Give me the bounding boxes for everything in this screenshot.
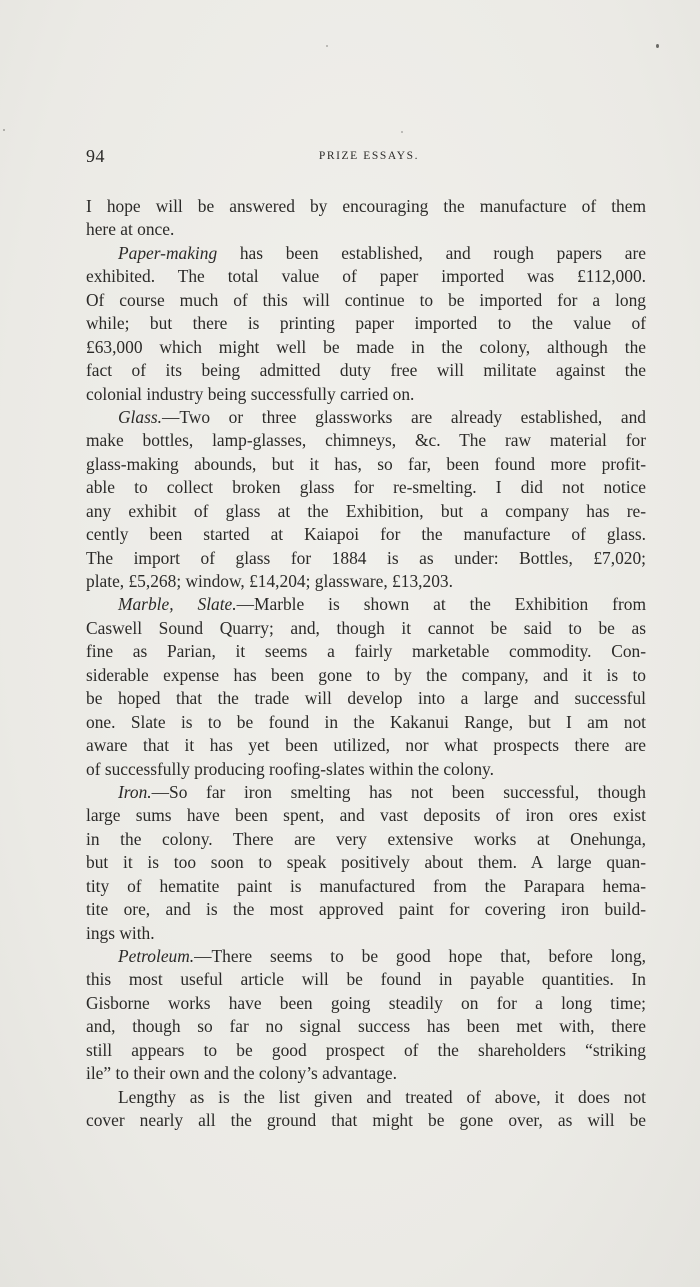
text-line: but it is too soon to speak positively about them. A large quan-	[86, 852, 646, 873]
text-line: glass-making abounds, but it has, so far, been found more profit-	[86, 453, 646, 474]
body-text	[86, 195, 646, 1133]
text-line: make bottles, lamp-glasses, chimneys, &c. The raw material for	[86, 430, 646, 451]
text-line: while; but there is printing paper imported to the value of	[86, 313, 646, 334]
text-line: one. Slate is to be found in the Kakanui Range, but I am not	[86, 711, 646, 732]
text-line: tite ore, and is the most approved paint for covering iron build-	[86, 899, 646, 920]
text-line: still appears to be good prospect of the shareholders “striking	[86, 1039, 646, 1060]
text-line: ile” to their own and the colony’s advantage.	[86, 1063, 398, 1084]
ink-speck	[3, 129, 5, 131]
text-line: cently been started at Kaiapoi for the manufacture of glass.	[86, 524, 646, 545]
text-line: Iron.—So far iron smelting has not been successful, though	[118, 781, 646, 802]
text-line: here at once.	[86, 219, 175, 240]
text-line: of successfully producing roofing-slates within the colony.	[86, 758, 494, 779]
page-header	[86, 146, 646, 170]
text-line: Paper-making has been established, and rough papers are	[118, 242, 646, 263]
ink-speck	[401, 131, 403, 133]
text-line: ings with.	[86, 922, 155, 943]
text-line: Petroleum.—There seems to be good hope that, before long,	[118, 946, 646, 966]
section-heading: Petroleum.	[118, 946, 195, 966]
text-line: be hoped that the trade will develop into a large and successful	[86, 688, 646, 709]
text-line: Caswell Sound Quarry; and, though it cannot be said to be as	[86, 617, 646, 638]
page-number: 94	[86, 146, 105, 166]
text-line: Marble, Slate.—Marble is shown at the Exhibition from	[118, 594, 646, 615]
text-line: Of course much of this will continue to be imported for a long	[86, 289, 646, 310]
text-line: Gisborne works have been going steadily on for a long time;	[86, 992, 646, 1013]
text-line: I hope will be answered by encouraging the manufacture of them	[86, 196, 646, 216]
text-line: colonial industry being successfully carried on.	[86, 383, 415, 404]
text-line: any exhibit of glass at the Exhibition, but a company has re-	[86, 500, 646, 521]
running-head: PRIZE ESSAYS.	[318, 150, 420, 162]
text-line: aware that it has yet been utilized, nor what prospects there are	[86, 735, 646, 756]
text-line: fine as Parian, it seems a fairly marketable commodity. Con-	[86, 641, 646, 662]
text-line: and, though so far no signal success has been met with, there	[86, 1016, 646, 1037]
text-line: Glass.—Two or three glassworks are already established, and	[118, 406, 646, 427]
ink-speck	[326, 45, 328, 47]
text-line: this most useful article will be found in payable quantities. In	[86, 969, 646, 990]
text-line: large sums have been spent, and vast deposits of iron ores exist	[86, 805, 646, 826]
text-line: in the colony. There are very extensive works at Onehunga,	[86, 828, 646, 849]
text-line: exhibited. The total value of paper imported was £112,000.	[86, 266, 646, 287]
text-line: able to collect broken glass for re-smelting. I did not notice	[86, 477, 646, 498]
text-line: fact of its being admitted duty free will militate against the	[86, 360, 646, 381]
section-heading: Glass.	[118, 406, 162, 427]
text-line: plate, £5,268; window, £14,204; glassware, £13,203.	[86, 571, 453, 591]
section-heading: Marble, Slate.	[118, 594, 237, 615]
text-line: The import of glass for 1884 is as under: Bottles, £7,020;	[86, 547, 646, 568]
text-line: tity of hematite paint is manufactured from the Parapara hema-	[86, 875, 646, 896]
ink-speck	[656, 44, 659, 48]
section-heading: Paper-making	[118, 242, 218, 263]
text-line: siderable expense has been gone to by the company, and it is to	[86, 664, 646, 685]
section-heading: Iron.	[118, 781, 152, 802]
text-line: cover nearly all the ground that might be gone over, as will be	[86, 1110, 646, 1131]
text-line: Lengthy as is the list given and treated of above, it does not	[118, 1086, 646, 1107]
text-line: £63,000 which might well be made in the colony, although the	[86, 336, 646, 357]
